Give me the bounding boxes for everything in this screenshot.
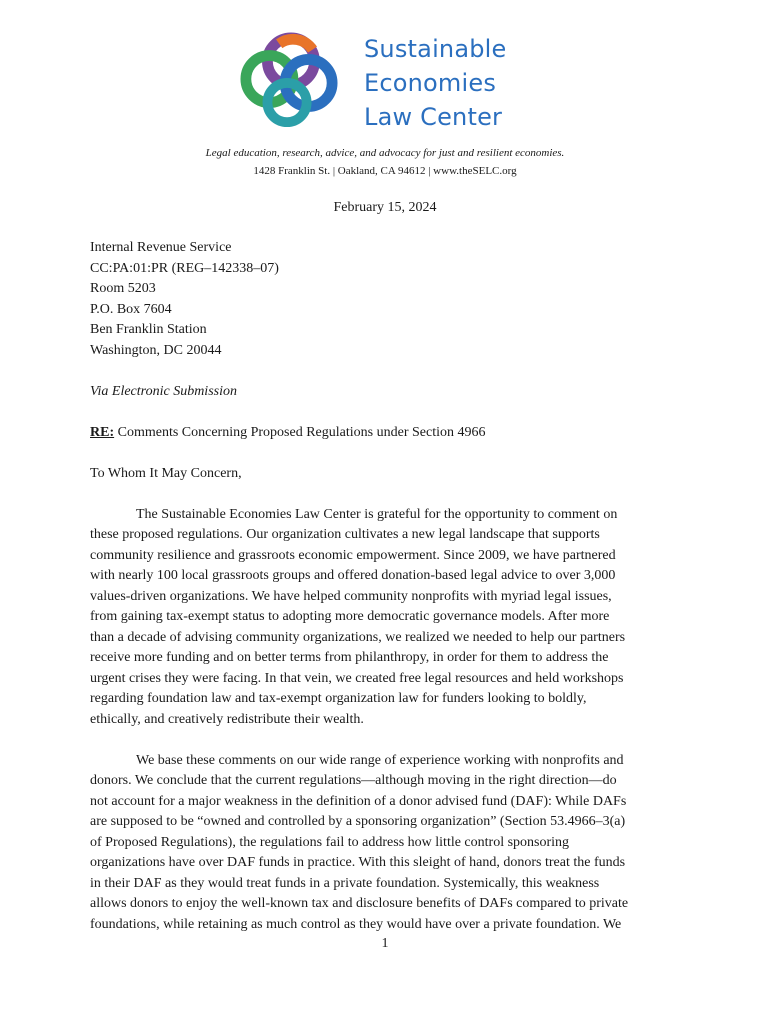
- paragraph-line: from gaining tax-exempt status to adopting more democratic governance models. After more: [90, 609, 610, 624]
- paragraph-line: The Sustainable Economies Law Center is grateful for the opportunity to comment on: [136, 506, 618, 522]
- paragraph-line: donors. We conclude that the current regulations—although moving in the right direction—do: [90, 773, 617, 788]
- letter-body: [90, 238, 682, 935]
- paragraph-line: organizations have over DAF funds in practice. With this sleight of hand, donors treat the funds: [90, 855, 626, 870]
- paragraph-line: these proposed regulations. Our organization cultivates a new legal landscape that supports: [90, 527, 600, 542]
- paragraph-line: allows donors to enjoy the well-known tax and disclosure benefits of DAFs compared to private: [90, 896, 629, 911]
- letterhead-tagline: Legal education, research, advice, and advocacy for just and resilient economies.: [205, 147, 565, 159]
- subject-label: RE:: [90, 424, 115, 440]
- recipient-line: P.O. Box 7604: [90, 301, 172, 317]
- letterhead-address: 1428 Franklin St. | Oakland, CA 94612 | www.theSELC.org: [253, 165, 517, 177]
- paragraph-line: urgent crises they were facing. In that vein, we created free legal resources and held workshops: [90, 670, 624, 686]
- paragraph-line: regarding foundation law and tax-exempt organization law for funders looking to boldly,: [90, 691, 587, 706]
- logo-line-3: Law Center: [364, 103, 503, 131]
- paragraph-line: of Proposed Regulations), the regulations fail to address how little control sponsoring: [90, 834, 570, 850]
- letter-date: February 15, 2024: [333, 200, 437, 215]
- recipient-line: Ben Franklin Station: [90, 322, 207, 337]
- paragraph-line: ethically, and creatively redistribute their wealth.: [90, 711, 364, 727]
- paragraph-line: with nearly 100 local grassroots groups and offered donation-based legal advice to over 3,000: [90, 568, 616, 583]
- page-number: 1: [381, 936, 389, 951]
- paragraph-line: than a decade of advising community organizations, we realized we needed to help our partners: [90, 629, 626, 645]
- paragraph-line: values-driven organizations. We have helped community nonprofits with myriad legal issues,: [90, 588, 612, 604]
- recipient-line: Internal Revenue Service: [90, 240, 232, 255]
- paragraph-line: receive more funding and on better terms from philanthropy, in order for them to address the: [90, 650, 609, 665]
- salutation: To Whom It May Concern,: [90, 465, 242, 481]
- logo-wordmark: [364, 32, 507, 134]
- delivery-method: Via Electronic Submission: [90, 383, 237, 399]
- subject-line: [90, 423, 682, 444]
- recipient-line: Washington, DC 20044: [90, 342, 222, 358]
- paragraph-line: We base these comments on our wide range of experience working with nonprofits and: [136, 752, 624, 768]
- recipient-line: Room 5203: [90, 281, 156, 296]
- paragraph-line: not account for a major weakness in the definition of a donor advised fund (DAF): While DAFs: [90, 793, 627, 809]
- recipient-address: [90, 238, 682, 361]
- selc-logo-icon: [240, 32, 338, 130]
- paragraph-2: [90, 751, 682, 936]
- logo-line-1: Sustainable: [364, 35, 507, 63]
- recipient-line: CC:PA:01:PR (REG–142338–07): [90, 260, 279, 276]
- paragraph-line: in their DAF as they would treat funds in a private foundation. Systemically, this weakness: [90, 875, 600, 891]
- paragraph-line: community resilience and grassroots economic empowerment. Since 2009, we have partnered: [90, 547, 616, 563]
- logo-line-2: Economies: [364, 69, 497, 97]
- paragraph-1: [90, 505, 682, 731]
- paragraph-line: are supposed to be “owned and controlled by a sponsoring organization” (Section 53.4966–3(a): [90, 814, 626, 829]
- organization-logo: [240, 32, 540, 132]
- subject-text: Comments Concerning Proposed Regulations under Section 4966: [114, 424, 486, 440]
- paragraph-line: foundations, while retaining as much control as they would have over a private foundation. We: [90, 916, 622, 932]
